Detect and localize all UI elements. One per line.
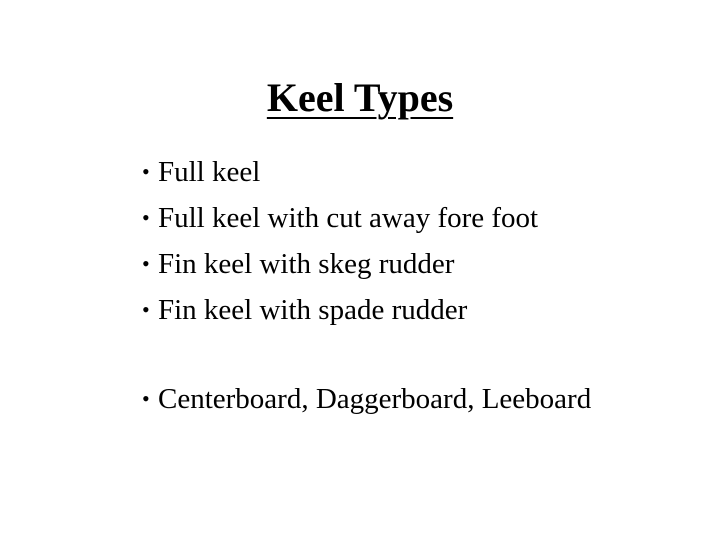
bullet-text: Full keel with cut away fore foot <box>158 202 539 234</box>
bullet-item <box>142 149 538 195</box>
bullet-list-secondary <box>142 376 591 422</box>
bullet-item <box>142 376 591 422</box>
bullet-text: Fin keel with spade rudder <box>158 294 468 326</box>
bullet-dot-icon: • <box>142 159 150 184</box>
bullet-dot-icon: • <box>142 251 150 276</box>
bullet-dot-icon: • <box>142 297 150 322</box>
slide-title: Keel Types <box>266 75 454 120</box>
bullet-dot-icon: • <box>142 205 150 230</box>
bullet-dot-icon: • <box>142 386 150 411</box>
bullet-list <box>142 149 538 333</box>
bullet-text: Fin keel with skeg rudder <box>158 248 455 280</box>
bullet-item <box>142 287 538 333</box>
bullet-text: Centerboard, Daggerboard, Leeboard <box>158 383 592 415</box>
bullet-item <box>142 195 538 241</box>
bullet-text: Full keel <box>158 156 261 188</box>
bullet-item <box>142 241 538 287</box>
